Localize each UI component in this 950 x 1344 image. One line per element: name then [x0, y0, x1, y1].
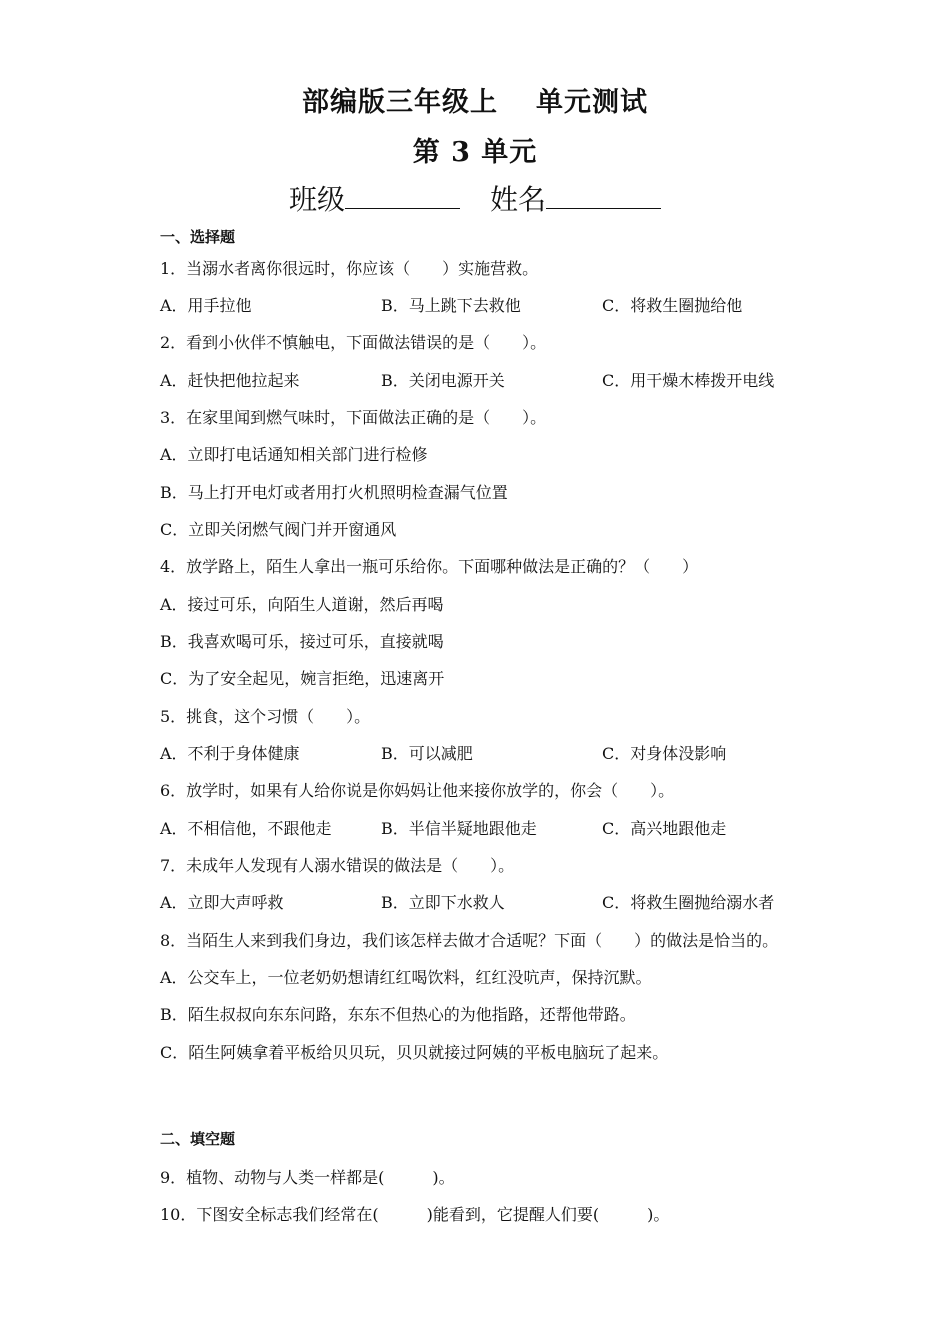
q5-option-a: A．不利于身体健康	[160, 744, 300, 763]
question-7: 7．未成年人发现有人溺水错误的做法是（ ）。	[160, 856, 515, 875]
q6-option-a: A．不相信他，不跟他走	[160, 819, 332, 838]
q5-option-c: C．对身体没影响	[602, 744, 727, 763]
question-5: 5．挑食，这个习惯（ ）。	[160, 707, 371, 726]
question-9: 9．植物、动物与人类一样都是( )。	[160, 1168, 455, 1187]
student-info-line	[0, 178, 950, 218]
question-8: 8．当陌生人来到我们身边，我们该怎样去做才合适呢？下面（ ）的做法是恰当的。	[160, 931, 779, 950]
q6-option-b: B．半信半疑地跟他走	[381, 819, 537, 838]
page-title	[0, 80, 950, 119]
q2-option-a: A．赶快把他拉起来	[160, 371, 300, 390]
q7-option-a: A．立即大声呼救	[160, 893, 284, 912]
q3-option-b: B．马上打开电灯或者用打火机照明检查漏气位置	[160, 483, 508, 502]
q4-option-b: B．我喜欢喝可乐，接过可乐，直接就喝	[160, 632, 444, 651]
q2-option-b: B．关闭电源开关	[381, 371, 505, 390]
q1-option-a: A．用手拉他	[160, 296, 252, 315]
question-3: 3．在家里闻到燃气味时，下面做法正确的是（ ）。	[160, 408, 547, 427]
section-heading-fill: 二、填空题	[160, 1130, 236, 1148]
name-blank	[546, 182, 661, 209]
unit-title: 第 3 单元	[412, 137, 538, 168]
q8-option-b: B．陌生叔叔向东东问路，东东不但热心的为他指路，还帮他带路。	[160, 1005, 636, 1024]
title-left: 部编版三年级上	[302, 87, 498, 118]
title-right: 单元测试	[536, 87, 648, 118]
q4-option-a: A．接过可乐，向陌生人道谢，然后再喝	[160, 595, 444, 614]
question-1: 1．当溺水者离你很远时，你应该（ ）实施营救。	[160, 259, 539, 278]
name-label: 姓名	[490, 183, 547, 216]
section-heading-choice: 一、选择题	[160, 228, 236, 246]
question-2: 2．看到小伙伴不慎触电，下面做法错误的是（ ）。	[160, 333, 547, 352]
q5-option-b: B．可以减肥	[381, 744, 473, 763]
class-label: 班级	[288, 183, 345, 216]
question-4: 4．放学路上，陌生人拿出一瓶可乐给你。下面哪种做法是正确的？（ ）	[160, 557, 699, 576]
q7-option-b: B．立即下水救人	[381, 893, 505, 912]
q8-option-c: C．陌生阿姨拿着平板给贝贝玩，贝贝就接过阿姨的平板电脑玩了起来。	[160, 1043, 669, 1062]
q1-option-b: B．马上跳下去救他	[381, 296, 521, 315]
q1-option-c: C．将救生圈抛给他	[602, 296, 743, 315]
q4-option-c: C．为了安全起见，婉言拒绝，迅速离开	[160, 669, 445, 688]
q8-option-a: A．公交车上，一位老奶奶想请红红喝饮料，红红没吭声，保持沉默。	[160, 968, 652, 987]
q7-option-c: C．将救生圈抛给溺水者	[602, 893, 775, 912]
class-blank	[345, 182, 460, 209]
q2-option-c: C．用干燥木棒拨开电线	[602, 371, 775, 390]
q3-option-c: C．立即关闭燃气阀门并开窗通风	[160, 520, 397, 539]
question-6: 6．放学时，如果有人给你说是你妈妈让他来接你放学的，你会（ ）。	[160, 781, 675, 800]
q3-option-a: A．立即打电话通知相关部门进行检修	[160, 445, 428, 464]
q6-option-c: C．高兴地跟他走	[602, 819, 727, 838]
question-10: 10．下图安全标志我们经常在( )能看到，它提醒人们要( )。	[160, 1205, 670, 1224]
